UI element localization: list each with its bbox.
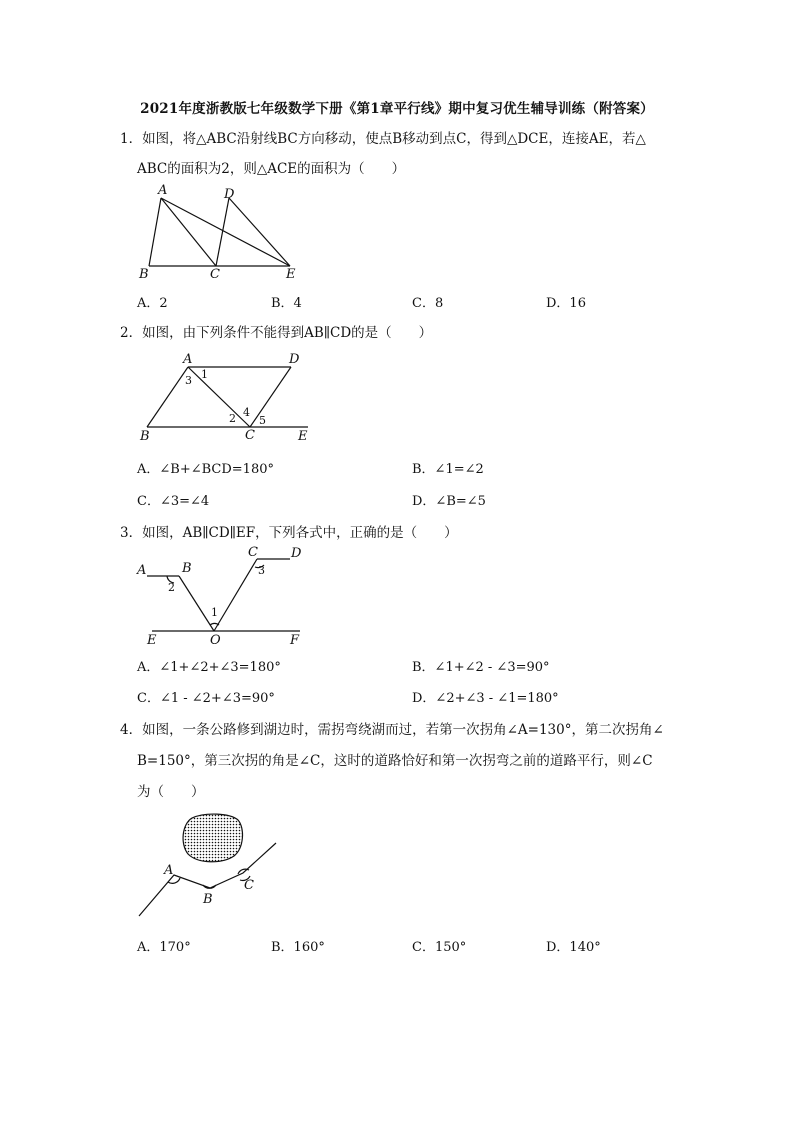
q1-label-a: A <box>158 183 168 198</box>
q4-option-a: A．170° <box>137 940 191 955</box>
q2-option-b: B．∠1=∠2 <box>412 462 484 477</box>
q3-angle-1: 1 <box>211 606 218 619</box>
q1-option-a: A．2 <box>137 296 168 311</box>
q3-label-a: A <box>137 563 147 578</box>
question-4-stem-line1: 4．如图，一条公路修到湖边时，需拐弯绕湖而过，若第一次拐角∠A=130°，第二次拐角∠ <box>120 722 664 738</box>
question-3-figure <box>130 543 320 648</box>
q4-label-a: A <box>164 863 174 878</box>
lake-shape <box>183 814 242 862</box>
q1-label-c: C <box>210 267 220 282</box>
q2-option-d: D．∠B=∠5 <box>412 494 486 509</box>
q3-label-o: O <box>210 633 221 648</box>
q1-label-d: D <box>224 187 235 202</box>
q2-label-d: D <box>289 352 300 367</box>
question-4-figure <box>130 808 290 928</box>
question-4-stem-line3: 为（ ） <box>137 784 205 800</box>
q2-label-b: B <box>140 429 150 444</box>
q3-label-e: E <box>147 633 157 648</box>
q2-angle-2: 2 <box>229 412 236 425</box>
q4-option-d: D．140° <box>546 940 601 955</box>
question-1-stem-line1: 1．如图，将△ABC沿射线BC方向移动，使点B移动到点C，得到△DCE，连接AE，若△ <box>120 131 646 147</box>
q4-label-b: B <box>203 892 213 907</box>
question-2-stem-line1: 2．如图，由下列条件不能得到AB∥CD的是（ ） <box>120 325 433 341</box>
q3-label-d: D <box>291 546 302 561</box>
q2-label-c: C <box>245 428 255 443</box>
q3-option-a: A．∠1+∠2+∠3=180° <box>137 660 281 675</box>
page-title: 2021年度浙教版七年级数学下册《第1章平行线》期中复习优生辅导训练（附答案） <box>140 101 654 117</box>
q3-label-f: F <box>290 633 300 648</box>
q3-option-c: C．∠1 - ∠2+∠3=90° <box>137 691 275 706</box>
q2-option-c: C．∠3=∠4 <box>137 494 210 509</box>
q4-option-b: B．160° <box>271 940 325 955</box>
q3-angle-3: 3 <box>258 564 265 577</box>
q1-option-d: D．16 <box>546 296 586 311</box>
q2-label-a: A <box>183 352 193 367</box>
q3-option-b: B．∠1+∠2 - ∠3=90° <box>412 660 550 675</box>
question-1-figure <box>130 183 310 283</box>
q2-option-a: A．∠B+∠BCD=180° <box>137 462 274 477</box>
q1-label-e: E <box>286 267 296 282</box>
q2-angle-4: 4 <box>243 406 250 419</box>
q4-option-c: C．150° <box>412 940 467 955</box>
q3-label-b: B <box>182 561 192 576</box>
q2-angle-5: 5 <box>259 414 266 427</box>
q1-label-b: B <box>139 267 149 282</box>
q2-label-e: E <box>298 429 308 444</box>
q1-option-c: C．8 <box>412 296 444 311</box>
q2-angle-3: 3 <box>185 374 192 387</box>
q4-label-c: C <box>244 878 254 893</box>
question-1-stem-line2: ABC的面积为2，则△ACE的面积为（ ） <box>137 161 406 177</box>
q1-option-b: B．4 <box>271 296 302 311</box>
q2-angle-1: 1 <box>201 368 208 381</box>
q3-option-d: D．∠2+∠3 - ∠1=180° <box>412 691 559 706</box>
question-4-stem-line2: B=150°，第三次拐的角是∠C，这时的道路恰好和第一次拐弯之前的道路平行，则∠C <box>137 753 653 769</box>
question-2-figure <box>130 350 320 445</box>
q3-angle-2: 2 <box>168 581 175 594</box>
question-3-stem-line1: 3．如图，AB∥CD∥EF，下列各式中，正确的是（ ） <box>120 525 458 541</box>
q3-label-c: C <box>248 545 258 560</box>
